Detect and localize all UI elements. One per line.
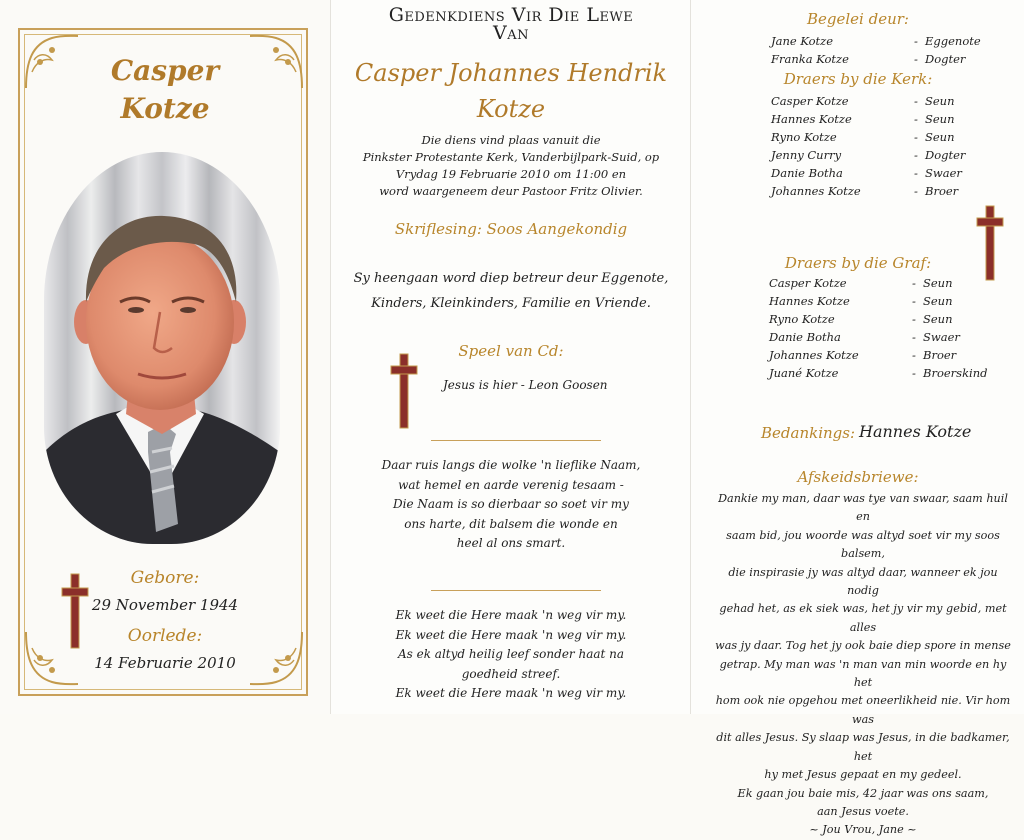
letter-line: dit alles Jesus. Sy slaap was Jesus, in die badkamer, het — [716, 731, 1010, 763]
letter-line: die inspirasie jy was altyd daar, wanneer ek jou nodig — [728, 565, 998, 598]
reading-heading: Skriflesing: Soos Aangekondig — [394, 220, 628, 238]
service-panel — [330, 0, 691, 714]
died-date: 14 Februarie 2010 — [94, 654, 236, 672]
farewell-letter — [713, 490, 1013, 840]
letter-line: hom ook nie opgehou met oneerlikheid nie. Vir hom was — [715, 694, 1011, 726]
list-item: Johannes Kotze - Broer — [769, 348, 957, 362]
divider — [431, 440, 601, 441]
poem-two — [331, 606, 691, 704]
cover-panel — [0, 0, 330, 714]
divider — [431, 590, 601, 591]
born-label: Gebore: — [130, 568, 200, 588]
born-date: 29 November 1944 — [91, 596, 239, 614]
list-item: Hannes Kotze - Seun — [771, 112, 955, 126]
list-item: Casper Kotze - Seun — [769, 276, 953, 290]
poem-one — [331, 456, 691, 554]
poem-line: Ek weet die Here maak 'n weg vir my. — [395, 627, 627, 642]
letter-line: aan Jesus voete. — [817, 804, 909, 818]
letter-line: gehad het, as ek siek was, het jy vir my gebid, met alles — [719, 602, 1007, 634]
list-item: Juané Kotze - Broerskind — [769, 366, 988, 380]
poem-line: Daar ruis langs die wolke 'n lieflike Naam, — [381, 458, 641, 472]
list-item: Johannes Kotze - Broer — [771, 184, 959, 198]
poem-line: As ek altyd heilig leef sonder haat na — [397, 647, 625, 661]
poem-line: Ek weet die Here maak 'n weg vir my. — [395, 608, 627, 622]
mourned-text — [331, 266, 691, 316]
cover-first-name: Casper — [110, 54, 220, 87]
died-label: Oorlede: — [127, 626, 203, 646]
list-item: Jane Kotze - Eggenote — [771, 34, 981, 48]
poem-line: wat hemel en aarde verenig tesaam - — [398, 477, 624, 492]
letter-line: Dankie my man, daar was tye van swaar, saam huil en — [718, 492, 1008, 524]
letter-line: saam bid, jou woorde was altyd soet vir my soos balsem, — [726, 528, 1000, 561]
escort-heading: Begelei deur: — [807, 10, 909, 28]
service-title-line2: Van — [493, 22, 529, 44]
list-item: Casper Kotze - Seun — [771, 94, 955, 108]
poem-line: ons harte, dit balsem die wonde en — [404, 516, 618, 531]
letter-line: getrap. My man was 'n man van min woorde en hy het — [719, 657, 1007, 690]
church-bearers-list — [771, 92, 965, 200]
list-item: Ryno Kotze - Seun — [769, 312, 953, 326]
mourned-line: Sy heengaan word diep betreur deur Eggenote, — [353, 271, 669, 286]
list-item: Hannes Kotze - Seun — [769, 294, 953, 308]
letter-line: was jy daar. Tog het jy ook baie diep spore in mense — [715, 639, 1011, 653]
list-item: Franka Kotze - Dogter — [771, 52, 966, 66]
letter-line: hy met Jesus gepaat en my gedeel. — [764, 768, 962, 782]
service-detail-line: word waargeneem deur Pastoor Fritz Olivier. — [379, 184, 643, 198]
cd-heading: Speel van Cd: — [458, 342, 564, 360]
church-bearers-heading: Draers by die Kerk: — [783, 70, 933, 88]
poem-line: goedheid streef. — [461, 666, 561, 681]
thanks-name: Hannes Kotze — [859, 422, 972, 441]
mourned-line: Kinders, Kleinkinders, Familie en Vriende. — [371, 296, 651, 311]
service-detail-line: Die diens vind plaas vanuit die — [421, 133, 601, 147]
service-detail-line: Pinkster Protestante Kerk, Vanderbijlpark-Suid, op — [362, 150, 660, 164]
farewell-heading: Afskeidsbriewe: — [797, 468, 919, 486]
cross-icon — [389, 352, 419, 430]
list-item: Jenny Curry - Dogter — [771, 148, 966, 162]
poem-line: Ek weet die Here maak 'n weg vir my. — [395, 686, 627, 700]
grave-bearers-list — [769, 274, 988, 382]
cover-last-name: Kotze — [120, 92, 210, 125]
full-name-line2: Kotze — [476, 95, 546, 123]
service-detail-line: Vrydag 19 Februarie 2010 om 11:00 en — [395, 167, 627, 181]
escort-list — [771, 32, 981, 68]
list-item: Ryno Kotze - Seun — [771, 130, 955, 144]
full-name-line1: Casper Johannes Hendrik — [354, 59, 668, 87]
service-title-line1: Gedenkdiens Vir Die Lewe — [388, 4, 634, 26]
list-item: Danie Botha - Swaer — [769, 330, 960, 344]
details-panel — [690, 0, 1024, 837]
letter-line: Ek gaan jou baie mis, 42 jaar was ons saam, — [737, 786, 989, 800]
poem-line: heel al ons smart. — [456, 536, 566, 550]
cd-track: Jesus is hier - Leon Goosen — [443, 378, 608, 392]
thanks-label: Bedankings: — [761, 424, 856, 442]
portrait-photo — [44, 152, 280, 544]
poem-line: Die Naam is so dierbaar so soet vir my — [393, 497, 629, 511]
letter-signoff: ~ Jou Vrou, Jane ~ — [809, 823, 917, 837]
service-details — [331, 132, 691, 200]
grave-bearers-heading: Draers by die Graf: — [784, 254, 932, 272]
list-item: Danie Botha - Swaer — [771, 166, 962, 180]
